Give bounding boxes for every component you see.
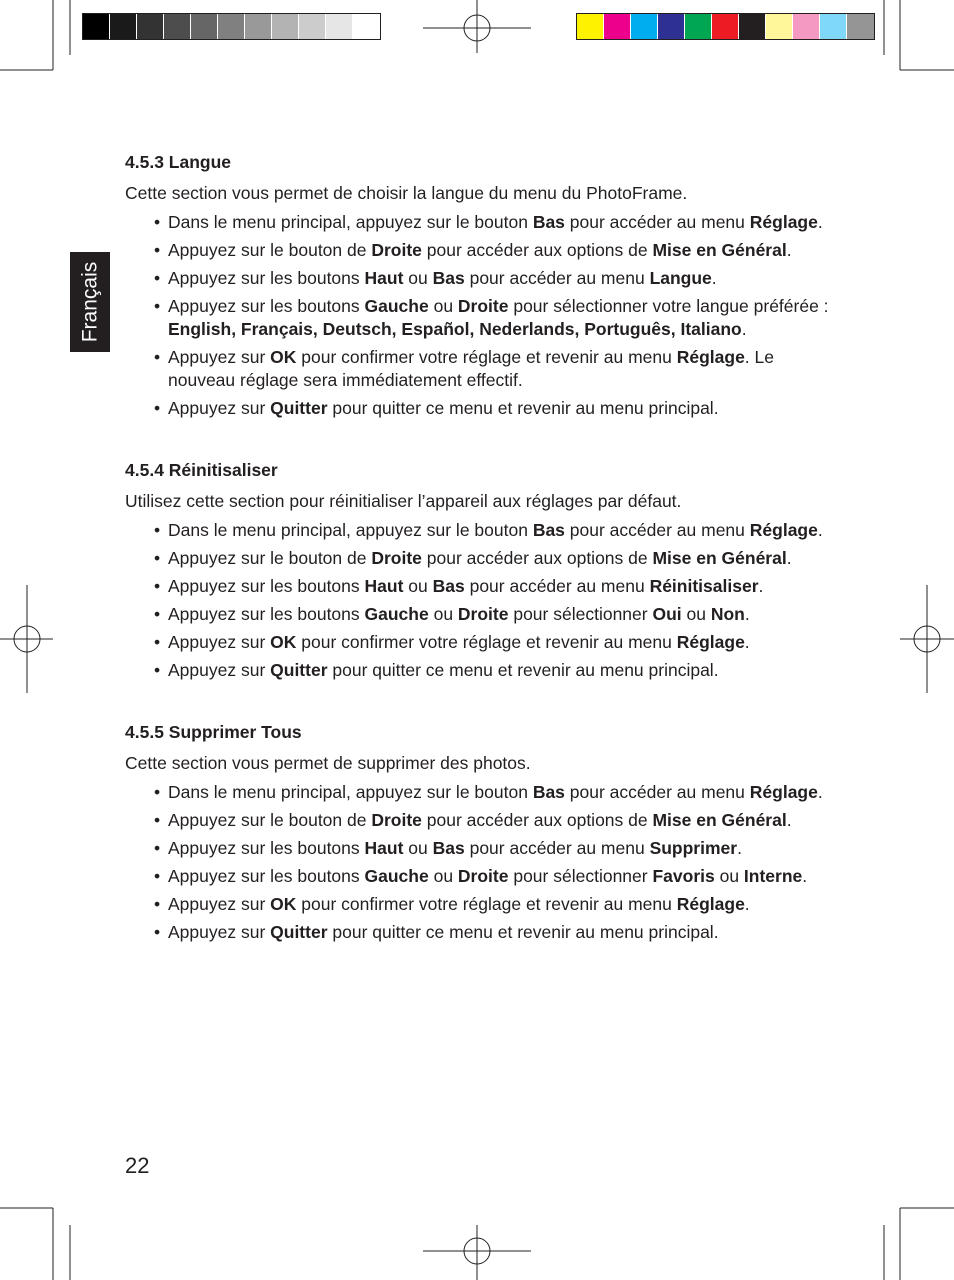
color-swatch	[137, 14, 164, 39]
instruction-text: .	[741, 319, 747, 339]
bold-term: Bas	[532, 782, 565, 802]
bold-term: Non	[710, 604, 745, 624]
color-swatch	[577, 14, 604, 39]
bold-term: OK	[270, 894, 297, 914]
color-swatch	[658, 14, 685, 39]
bold-term: Droite	[457, 866, 509, 886]
grayscale-color-bar	[82, 13, 381, 40]
bullet-icon: •	[154, 922, 161, 942]
instruction-text: ou	[403, 838, 433, 858]
instruction-text: ou	[403, 576, 433, 596]
instruction-text: Appuyez sur le bouton de	[168, 548, 372, 568]
instruction-text: Dans le menu principal, appuyez sur le bouton	[168, 520, 533, 540]
instruction-text: Appuyez sur le bouton de	[168, 810, 372, 830]
instruction-text: Dans le menu principal, appuyez sur le bouton	[168, 212, 533, 232]
bold-term: Réglage	[749, 212, 818, 232]
instruction-text: pour sélectionner	[508, 866, 653, 886]
bold-term: Quitter	[270, 398, 328, 418]
bold-term: Réglage	[676, 632, 745, 652]
instruction-text: . Le nouveau réglage sera immédiatement effectif.	[168, 347, 774, 390]
instruction-text: pour quitter ce menu et revenir au menu principal.	[327, 398, 719, 418]
instruction-item	[125, 267, 835, 290]
bullet-icon: •	[154, 866, 161, 886]
section-intro: Cette section vous permet de supprimer des photos.	[125, 753, 531, 773]
instruction-item	[125, 659, 835, 682]
color-swatch	[353, 14, 380, 39]
instruction-text: pour accéder au menu	[464, 838, 650, 858]
instruction-text: pour accéder au menu	[464, 576, 650, 596]
instruction-text: pour accéder aux options de	[421, 240, 653, 260]
instruction-text: Dans le menu principal, appuyez sur le bouton	[168, 782, 533, 802]
instruction-item	[125, 631, 835, 654]
instruction-text: .	[817, 782, 823, 802]
section-heading: 4.5.5 Supprimer Tous	[125, 722, 302, 742]
instruction-item	[125, 893, 835, 916]
instruction-item	[125, 575, 835, 598]
bullet-icon: •	[154, 268, 161, 288]
instruction-text: pour accéder au menu	[464, 268, 650, 288]
color-swatch	[766, 14, 793, 39]
instruction-text: pour accéder aux options de	[421, 548, 653, 568]
instruction-text: Appuyez sur le bouton de	[168, 240, 372, 260]
instruction-text: ou	[681, 604, 711, 624]
bold-term: Langue	[649, 268, 712, 288]
instruction-item	[125, 211, 835, 234]
instruction-text: .	[786, 548, 792, 568]
instruction-text: Appuyez sur les boutons	[168, 838, 365, 858]
bullet-icon: •	[154, 296, 161, 316]
bold-term: Droite	[371, 548, 422, 568]
color-swatch	[245, 14, 272, 39]
instruction-text: Appuyez sur	[168, 347, 271, 367]
instruction-text: Appuyez sur	[168, 922, 271, 942]
section-langue	[125, 150, 835, 420]
bullet-icon: •	[154, 520, 161, 540]
color-swatch	[712, 14, 739, 39]
bullet-icon: •	[154, 398, 161, 418]
section-intro: Cette section vous permet de choisir la langue du menu du PhotoFrame.	[125, 183, 688, 203]
manual-content	[125, 150, 835, 982]
bullet-icon: •	[154, 632, 161, 652]
instruction-list	[125, 781, 835, 944]
bold-term: Interne	[743, 866, 803, 886]
instruction-text: pour quitter ce menu et revenir au menu principal.	[327, 660, 719, 680]
instruction-text: .	[737, 838, 742, 858]
instruction-text: .	[786, 240, 792, 260]
instruction-text: ou	[428, 296, 458, 316]
bullet-icon: •	[154, 576, 161, 596]
instruction-text: pour sélectionner	[508, 604, 653, 624]
instruction-text: pour accéder au menu	[564, 782, 750, 802]
color-swatch	[272, 14, 299, 39]
instruction-item	[125, 809, 835, 832]
instruction-text: .	[744, 894, 750, 914]
bold-term: Droite	[371, 240, 422, 260]
bold-term: Haut	[364, 576, 404, 596]
bullet-icon: •	[154, 782, 161, 802]
instruction-item	[125, 603, 835, 626]
bold-term: Réglage	[676, 894, 745, 914]
section-reinitialiser	[125, 458, 835, 682]
section-intro: Utilisez cette section pour réinitialiser l’appareil aux réglages par défaut.	[125, 491, 682, 511]
color-swatch	[847, 14, 874, 39]
bold-term: OK	[270, 347, 297, 367]
bullet-icon: •	[154, 660, 161, 680]
instruction-list	[125, 211, 835, 420]
color-swatch	[218, 14, 245, 39]
bold-term: Bas	[532, 212, 565, 232]
bold-term: Gauche	[364, 604, 429, 624]
section-heading: 4.5.4 Réinitisaliser	[125, 460, 278, 480]
instruction-text: ou	[428, 604, 458, 624]
color-swatch	[820, 14, 847, 39]
instruction-text: Appuyez sur les boutons	[168, 576, 365, 596]
page-number: 22	[125, 1153, 150, 1178]
instruction-text: pour confirmer votre réglage et revenir au menu	[296, 632, 677, 652]
bullet-icon: •	[154, 838, 161, 858]
section-heading: 4.5.3 Langue	[125, 152, 232, 172]
instruction-item	[125, 547, 835, 570]
instruction-text: Appuyez sur	[168, 894, 271, 914]
bold-term: Mise en Général	[652, 240, 787, 260]
section-supprimer-tous	[125, 720, 835, 944]
instruction-text: Appuyez sur les boutons	[168, 268, 365, 288]
color-swatch	[685, 14, 712, 39]
bold-term: Réinitisaliser	[649, 576, 759, 596]
language-side-tab	[70, 252, 110, 352]
process-color-bar	[576, 13, 875, 40]
instruction-text: ou	[714, 866, 744, 886]
instruction-item	[125, 781, 835, 804]
color-swatch	[83, 14, 110, 39]
bold-term: Supprimer	[649, 838, 738, 858]
instruction-text: pour quitter ce menu et revenir au menu principal.	[327, 922, 719, 942]
bullet-icon: •	[154, 240, 161, 260]
bold-term: Droite	[457, 604, 509, 624]
bold-term: Bas	[432, 838, 465, 858]
bullet-icon: •	[154, 810, 161, 830]
color-swatch	[191, 14, 218, 39]
instruction-item	[125, 837, 835, 860]
instruction-text: Appuyez sur	[168, 398, 271, 418]
bold-term: Haut	[364, 268, 404, 288]
instruction-text: .	[786, 810, 792, 830]
instruction-item	[125, 397, 835, 420]
bold-term: Gauche	[364, 866, 429, 886]
instruction-text: .	[802, 866, 808, 886]
instruction-item	[125, 346, 835, 392]
color-swatch	[326, 14, 353, 39]
instruction-text: .	[817, 520, 823, 540]
color-swatch	[164, 14, 191, 39]
instruction-list	[125, 519, 835, 682]
instruction-text: pour sélectionner votre langue préférée :	[508, 296, 829, 316]
instruction-text: .	[758, 576, 764, 596]
bullet-icon: •	[154, 894, 161, 914]
bullet-icon: •	[154, 604, 161, 624]
bold-term: Droite	[371, 810, 422, 830]
bold-term: Droite	[457, 296, 509, 316]
bold-term: Favoris	[652, 866, 715, 886]
bold-term: English, Français, Deutsch, Español, Nederlands, Português, Italiano	[168, 319, 742, 339]
instruction-text: .	[744, 632, 750, 652]
bold-term: Haut	[364, 838, 404, 858]
instruction-item	[125, 295, 835, 341]
bold-term: Réglage	[676, 347, 745, 367]
instruction-item	[125, 519, 835, 542]
color-swatch	[604, 14, 631, 39]
bold-term: Quitter	[270, 922, 328, 942]
bold-term: Mise en Général	[652, 810, 787, 830]
color-swatch	[631, 14, 658, 39]
instruction-text: pour confirmer votre réglage et revenir au menu	[296, 894, 677, 914]
bold-term: Bas	[532, 520, 565, 540]
instruction-text: .	[744, 604, 750, 624]
instruction-text: ou	[403, 268, 433, 288]
bold-term: Gauche	[364, 296, 429, 316]
instruction-text: .	[817, 212, 823, 232]
instruction-text: .	[711, 268, 717, 288]
instruction-item	[125, 921, 835, 944]
instruction-text: pour accéder au menu	[564, 212, 750, 232]
language-side-tab-label: Français	[78, 261, 101, 343]
instruction-text: Appuyez sur	[168, 632, 271, 652]
bold-term: Bas	[432, 576, 465, 596]
instruction-text: Appuyez sur les boutons	[168, 296, 365, 316]
color-swatch	[299, 14, 326, 39]
bullet-icon: •	[154, 548, 161, 568]
bold-term: Réglage	[749, 782, 818, 802]
bold-term: Mise en Général	[652, 548, 787, 568]
instruction-text: Appuyez sur les boutons	[168, 866, 365, 886]
bullet-icon: •	[154, 347, 161, 367]
instruction-text: Appuyez sur	[168, 660, 271, 680]
color-swatch	[739, 14, 766, 39]
color-swatch	[793, 14, 820, 39]
instruction-text: Appuyez sur les boutons	[168, 604, 365, 624]
bullet-icon: •	[154, 212, 161, 232]
bold-term: Quitter	[270, 660, 328, 680]
bold-term: Bas	[432, 268, 465, 288]
bold-term: Oui	[652, 604, 682, 624]
instruction-text: ou	[428, 866, 458, 886]
instruction-text: pour confirmer votre réglage et revenir au menu	[296, 347, 677, 367]
instruction-item	[125, 239, 835, 262]
instruction-text: pour accéder aux options de	[421, 810, 653, 830]
color-swatch	[110, 14, 137, 39]
instruction-item	[125, 865, 835, 888]
instruction-text: pour accéder au menu	[564, 520, 750, 540]
bold-term: OK	[270, 632, 297, 652]
bold-term: Réglage	[749, 520, 818, 540]
